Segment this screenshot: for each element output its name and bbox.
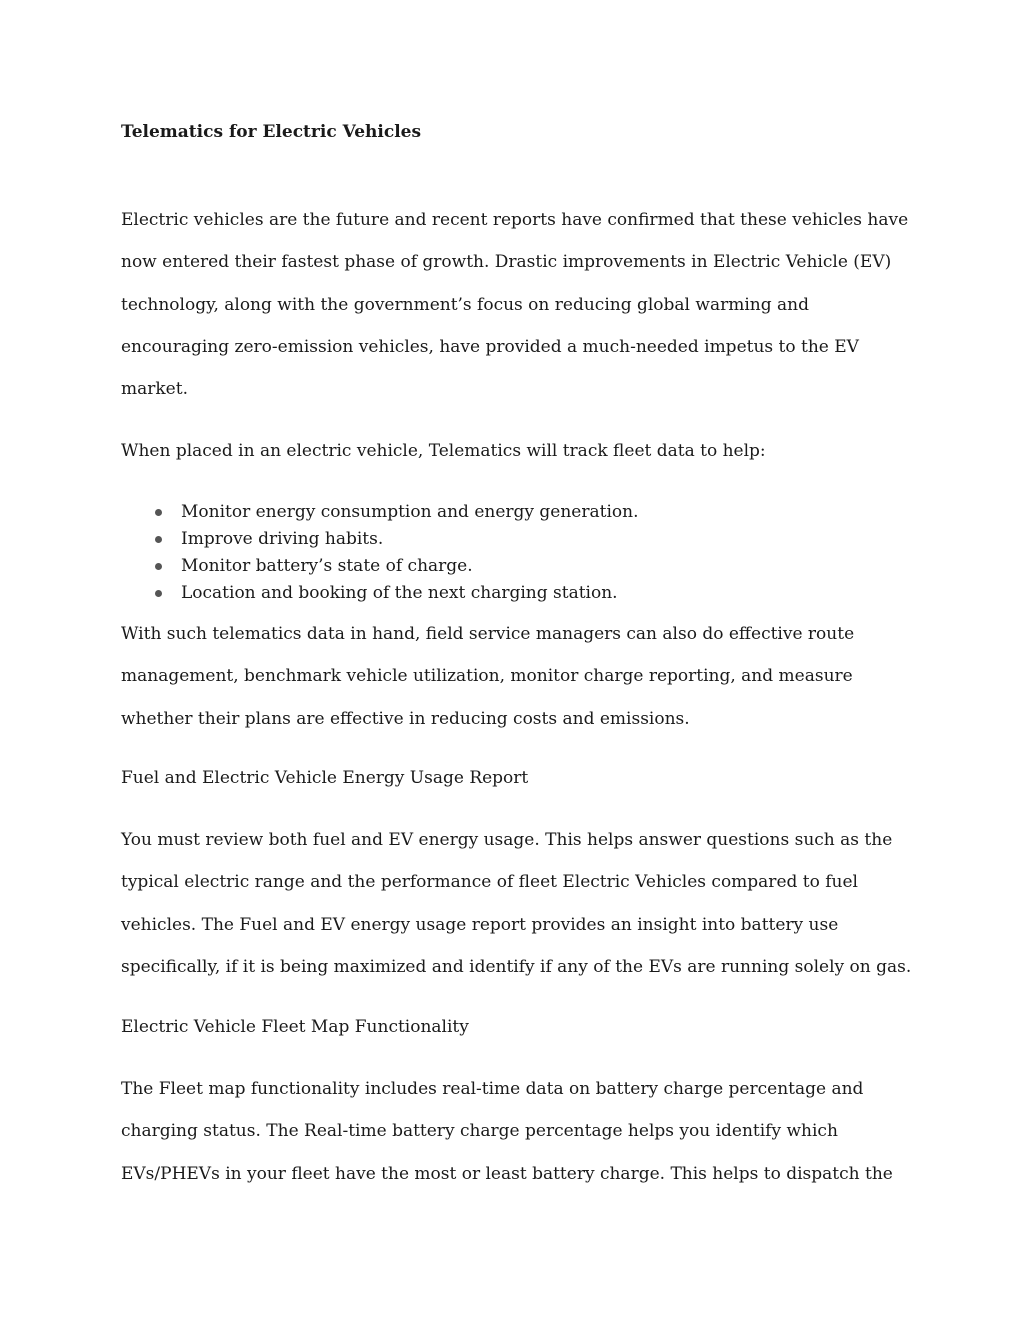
intro-paragraph	[121, 199, 911, 410]
intro-line: market.	[121, 379, 188, 400]
list-item-text: Improve driving habits.	[181, 529, 384, 549]
paragraph-line: whether their plans are effective in reducing costs and emissions.	[121, 708, 690, 729]
paragraph-line: management, benchmark vehicle utilization, monitor charge reporting, and measure	[121, 666, 853, 687]
paragraph-line: EVs/PHEVs in your fleet have the most or least battery charge. This helps to dispatch the	[121, 1163, 893, 1184]
bullet-dot-icon	[155, 590, 162, 597]
list-item-text: Monitor energy consumption and energy generation.	[181, 502, 639, 522]
list-item-text: Monitor battery’s state of charge.	[181, 556, 473, 576]
intro-line: Electric vehicles are the future and recent reports have confirmed that these vehicles have	[121, 210, 909, 230]
paragraph-line: With such telematics data in hand, field service managers can also do effective route	[121, 624, 855, 644]
bullet-list	[121, 499, 638, 607]
list-item	[121, 553, 638, 580]
section2-paragraph	[121, 1068, 911, 1195]
bullet-dot-icon	[155, 536, 162, 543]
bullet-dot-icon	[155, 509, 162, 516]
intro-line: now entered their fastest phase of growth. Drastic improvements in Electric Vehicle (EV)	[121, 252, 892, 273]
section-heading: Fuel and Electric Vehicle Energy Usage Report	[121, 768, 529, 788]
intro-line: encouraging zero-emission vehicles, have provided a much-needed impetus to the EV	[121, 336, 859, 357]
list-item	[121, 526, 638, 553]
paragraph-line: The Fleet map functionality includes real-time data on battery charge percentage and	[121, 1079, 864, 1099]
intro-line: technology, along with the government’s focus on reducing global warming and	[121, 294, 809, 315]
paragraph-line: charging status. The Real-time battery charge percentage helps you identify which	[121, 1121, 838, 1142]
paragraph-line: typical electric range and the performance of fleet Electric Vehicles compared to fuel	[121, 872, 858, 893]
list-item	[121, 499, 638, 526]
section1-paragraph	[121, 819, 911, 988]
lead-in-text: When placed in an electric vehicle, Telematics will track fleet data to help:	[121, 441, 766, 461]
bullet-dot-icon	[155, 563, 162, 570]
after-bullets-paragraph	[121, 613, 911, 740]
list-item-text: Location and booking of the next charging station.	[181, 583, 618, 603]
paragraph-line: You must review both fuel and EV energy usage. This helps answer questions such as the	[121, 830, 893, 850]
document-title: Telematics for Electric Vehicles	[121, 122, 422, 142]
section-heading: Electric Vehicle Fleet Map Functionality	[121, 1017, 469, 1037]
paragraph-line: vehicles. The Fuel and EV energy usage report provides an insight into battery use	[121, 914, 839, 935]
list-item	[121, 580, 638, 607]
paragraph-line: specifically, if it is being maximized and identify if any of the EVs are running solely on gas.	[121, 956, 912, 977]
